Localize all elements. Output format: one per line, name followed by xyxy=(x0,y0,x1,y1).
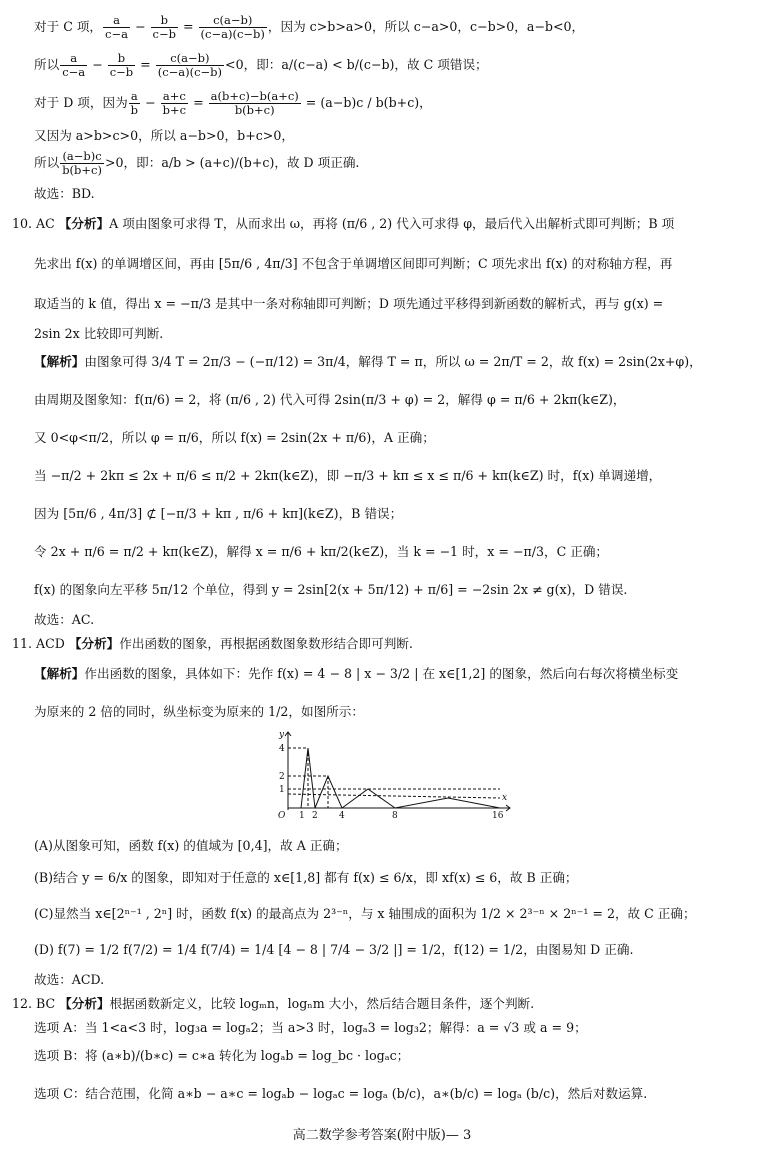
text-line: 选项 C：结合范围，化简 a∗b − a∗c = logₐb − logₐc = logₐ (b/c)，a∗(b/c) = logₐ (b/c)，然后对数运算. xyxy=(34,1086,648,1101)
text-line: 当 −π/2 + 2kπ ≤ 2x + π/6 ≤ π/2 + 2kπ(k∈Z)，即 −π/3 + kπ ≤ x ≤ π/6 + kπ(k∈Z) 时，f(x) 单调递增， xyxy=(34,468,662,483)
text-line: 选项 B：将 (a∗b)/(b∗c) = c∗a 转化为 logₐb = log_bc · logₐc； xyxy=(34,1048,410,1063)
fraction: $\frac{a}{c-a}$ xyxy=(62,51,86,79)
y-tick-label: 4 xyxy=(279,744,285,754)
text-line: 由周期及图象知：f(π/6) = 2，将 (π/6 , 2) 代入可得 2sin(π/3 + φ) = 2，解得 φ = π/6 + 2kπ(k∈Z)， xyxy=(34,392,626,407)
q11-solution-line: 【解析】作出函数的图象，具体如下：先作 f(x) = 4 − 8 | x − 3/2 | 在 x∈[1,2] 的图象，然后向右每次将横坐标变 xyxy=(34,666,679,681)
function-graph-figure xyxy=(270,728,520,820)
text-line: 故选：ACD. xyxy=(34,972,105,987)
q11-analysis-line: 11. ACD 【分析】作出函数的图象，再根据函数图象数形结合即可判断. xyxy=(12,636,413,651)
text-line: 对于 D 项，因为 $\frac{a}{b}$ − $\frac{a+c}{b+c}$ = $\frac{a(b+c)-b(a+c)}{b(b+c)}$ = (a−b)c / b(b+c)， xyxy=(34,89,432,117)
text-line: 所以 $\frac{a}{c-a}$ − $\frac{b}{c-b}$ = $\frac{c(a-b)}{(c-a)(c-b)}$ <0，即：a/(c−a) < b/(c−b)，故 C 项错误； xyxy=(34,51,488,79)
text-line: (C)显然当 x∈[2ⁿ⁻¹ , 2ⁿ] 时，函数 f(x) 的最高点为 2³⁻ⁿ，与 x 轴围成的面积为 1/2 × 2³⁻ⁿ × 2ⁿ⁻¹ = 2，故 C 正确； xyxy=(34,906,696,921)
page-footer: 高二数学参考答案(附中版)— 3 xyxy=(292,1128,472,1143)
x-tick-label: 8 xyxy=(392,811,398,820)
x-tick-label: 16 xyxy=(492,811,504,820)
text-line: 为原来的 2 倍的同时，纵坐标变为原来的 1/2，如图所示： xyxy=(34,704,364,719)
fraction: $\frac{c(a-b)}{(c-a)(c-b)}$ xyxy=(157,51,223,79)
text-line: f(x) 的图象向左平移 5π/12 个单位，得到 y = 2sin[2(x + 5π/12) + π/6] = −2sin 2x ≠ g(x)，D 错误. xyxy=(34,582,628,597)
text-line: 选项 A：当 1<a<3 时，log₃a = logₐ2；当 a>3 时，logₐ3 = log₃2；解得：a = √3 或 a = 9； xyxy=(34,1020,587,1035)
text-line: 又 0<φ<π/2，所以 φ = π/6，所以 f(x) = 2sin(2x + π/6)，A 正确； xyxy=(34,430,435,445)
fraction: $\frac{b}{c-b}$ xyxy=(109,51,134,79)
text-line: 因为 [5π/6 , 4π/3] ⊄ [−π/3 + kπ , π/6 + kπ](k∈Z)，B 错误； xyxy=(34,506,403,521)
text-line: 故选：BD. xyxy=(34,186,95,201)
q10-analysis-line: 10. AC 【分析】A 项由图象可求得 T，从而求出 ω，再将 (π/6 , 2) 代入可求得 φ，最后代入出解析式即可判断；B 项 xyxy=(12,216,675,231)
fraction: $\frac{(a-b)c}{b(b+c)}$ xyxy=(62,149,102,177)
piecewise-curve xyxy=(301,748,500,808)
text-line: 先求出 f(x) 的单调增区间，再由 [5π/6 , 4π/3] 不包含于单调增区间即可判断；C 项先求出 f(x) 的对称轴方程，再 xyxy=(34,256,673,271)
text-line: (D) f(7) = 1/2 f(7/2) = 1/4 f(7/4) = 1/4 [4 − 8 | 7/4 − 3/2 |] = 1/2，f(12) = 1/2，由图易知 D 正确. xyxy=(34,942,634,957)
text-line: 又因为 a>b>c>0，所以 a−b>0，b+c>0， xyxy=(34,128,294,143)
y-tick-label: 1 xyxy=(279,785,285,795)
text-line: 所以 $\frac{(a-b)c}{b(b+c)}$ >0，即：a/b > (a+c)/(b+c)，故 D 项正确. xyxy=(34,149,360,177)
y-tick-label: 2 xyxy=(279,772,285,782)
text-line: 故选：AC. xyxy=(34,612,95,627)
fraction: $\frac{a+c}{b+c}$ xyxy=(162,89,187,117)
text-line: 令 2x + π/6 = π/2 + kπ(k∈Z)，解得 x = π/6 + kπ/2(k∈Z)，当 k = −1 时，x = −π/3，C 正确； xyxy=(34,544,609,559)
text-line: (A)从图象可知，函数 f(x) 的值域为 [0,4]，故 A 正确； xyxy=(34,838,348,853)
text-line: 取适当的 k 值，得出 x = −π/3 是其中一条对称轴即可判断；D 项先通过平移得到新函数的解析式，再与 g(x) = xyxy=(34,296,664,311)
fraction: $\frac{c(a-b)}{(c-a)(c-b)}$ xyxy=(200,13,265,41)
fraction: $\frac{b}{c-b}$ xyxy=(152,13,176,41)
q12-analysis-line: 12. BC 【分析】根据函数新定义，比较 logₘn，logₙm 大小，然后结合题目条件，逐个判断. xyxy=(12,996,535,1011)
origin-label: O xyxy=(278,811,286,820)
text-line: 2sin 2x 比较即可判断. xyxy=(34,326,164,341)
x-axis-label: x xyxy=(502,793,508,803)
text-line: (B)结合 y = 6/x 的图象，即知对于任意的 x∈[1,8] 都有 f(x) ≤ 6/x，即 xf(x) ≤ 6，故 B 正确； xyxy=(34,870,578,885)
y-axis-label: y xyxy=(279,730,285,740)
fraction: $\frac{a}{b}$ xyxy=(130,89,139,117)
x-tick-label: 1 xyxy=(299,811,305,820)
fraction: $\frac{a}{c-a}$ xyxy=(105,13,128,41)
fraction: $\frac{a(b+c)-b(a+c)}{b(b+c)}$ xyxy=(210,89,299,117)
x-tick-label: 2 xyxy=(312,811,318,820)
x-tick-label: 4 xyxy=(339,811,345,820)
q10-solution-line: 【解析】由图象可得 3/4 T = 2π/3 − (−π/12) = 3π/4，解得 T = π，所以 ω = 2π/T = 2，故 f(x) = 2sin(2x+φ)， xyxy=(34,354,702,369)
text-line: 对于 C 项， $\frac{a}{c-a}$ − $\frac{b}{c-b}$ = $\frac{c(a-b)}{(c-a)(c-b)}$ ，因为 c>b>a>0，所以 c−a>0，c−b>0，a−b<0， xyxy=(34,13,585,41)
